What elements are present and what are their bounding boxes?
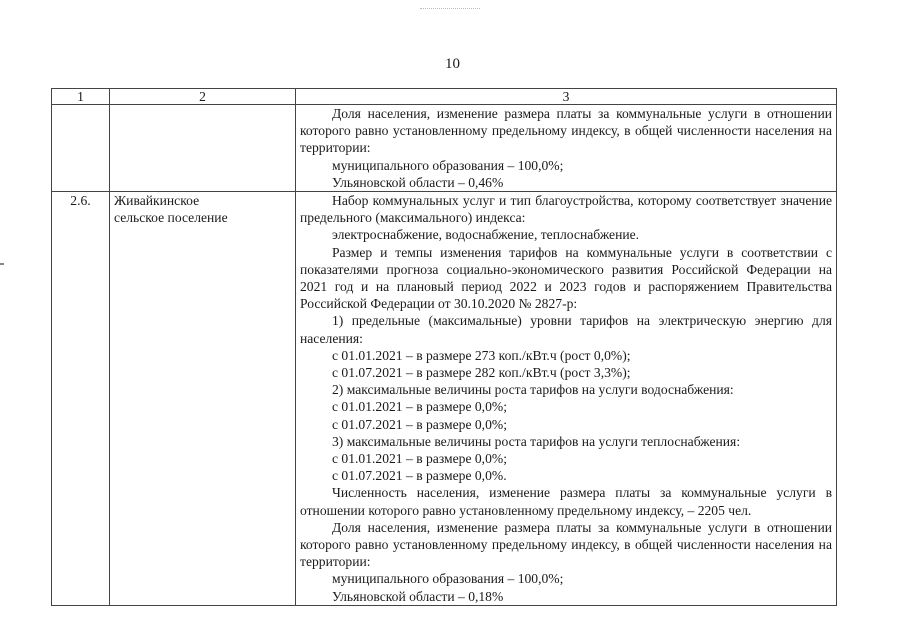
row-description xyxy=(296,105,837,192)
table-row xyxy=(52,192,837,606)
tariff-table xyxy=(51,88,837,606)
region-share: Ульяновской области – 0,46% xyxy=(332,174,504,190)
electricity-paragraph: 1) предельные (максимальные) уровни тарифов на электрическую энергию для населения: xyxy=(300,313,832,346)
settlement-name xyxy=(110,192,296,606)
electricity-jul: с 01.07.2021 – в размере 282 коп./кВт.ч (рост 3,3%); xyxy=(332,365,631,381)
column-header: 2 xyxy=(110,89,296,105)
services-set-paragraph: Набор коммунальных услуг и тип благоустройства, которому соответствует значение предельного (максимального) индекса: xyxy=(300,193,832,226)
water-jul: с 01.07.2021 – в размере 0,0%; xyxy=(332,416,507,432)
region-share: Ульяновской области – 0,18% xyxy=(332,588,504,604)
electricity-jan: с 01.01.2021 – в размере 273 коп./кВт.ч (рост 0,0%); xyxy=(332,347,631,363)
scan-artifact-left xyxy=(0,263,4,265)
services-list: электроснабжение, водоснабжение, теплоснабжение. xyxy=(332,227,640,243)
population-paragraph: Численность населения, изменение размера платы за коммунальные услуги в отношении которого равно установленному предельному индексу, – 2205 чел. xyxy=(300,485,832,518)
heat-heading: 3) максимальные величины роста тарифов на услуги теплоснабжения: xyxy=(332,433,741,449)
water-jan: с 01.01.2021 – в размере 0,0%; xyxy=(332,399,507,415)
share-paragraph: Доля населения, изменение размера платы за коммунальные услуги в отношении которого равно установленному предельному индексу, в общей численности населения на территории: xyxy=(300,106,832,156)
table-row xyxy=(52,105,837,192)
settlement-name xyxy=(110,105,296,192)
municipal-share: муниципального образования – 100,0%; xyxy=(332,157,564,173)
settlement-name-line2: сельское поселение xyxy=(114,210,228,226)
table-header-row xyxy=(52,89,837,105)
water-heading: 2) максимальные величины роста тарифов на услуги водоснабжения: xyxy=(332,382,734,398)
share-paragraph: Доля населения, изменение размера платы за коммунальные услуги в отношении которого равно установленному предельному индексу, в общей численности населения на территории: xyxy=(300,519,832,570)
settlement-name-line1: Живайкинское xyxy=(114,193,200,209)
row-number: 2.6. xyxy=(52,192,110,606)
tariffs-paragraph: Размер и темпы изменения тарифов на коммунальные услуги в соответствии с показателями прогноза социально-экономического развития Российской Федерации на 2021 год и на плановый период 2022 и 2023 годов и распоряжением Правительства Российской Федерации от 30.10.2020 № 2827-р: xyxy=(300,244,832,312)
heat-jul: с 01.07.2021 – в размере 0,0%. xyxy=(332,468,507,484)
heat-jan: с 01.01.2021 – в размере 0,0%; xyxy=(332,451,507,467)
page-number: 10 xyxy=(445,56,460,72)
column-header: 1 xyxy=(52,89,110,105)
row-number xyxy=(52,105,110,192)
row-description xyxy=(296,192,837,606)
column-header: 3 xyxy=(296,89,837,105)
scan-artifact xyxy=(420,8,480,11)
municipal-share: муниципального образования – 100,0%; xyxy=(332,571,564,587)
